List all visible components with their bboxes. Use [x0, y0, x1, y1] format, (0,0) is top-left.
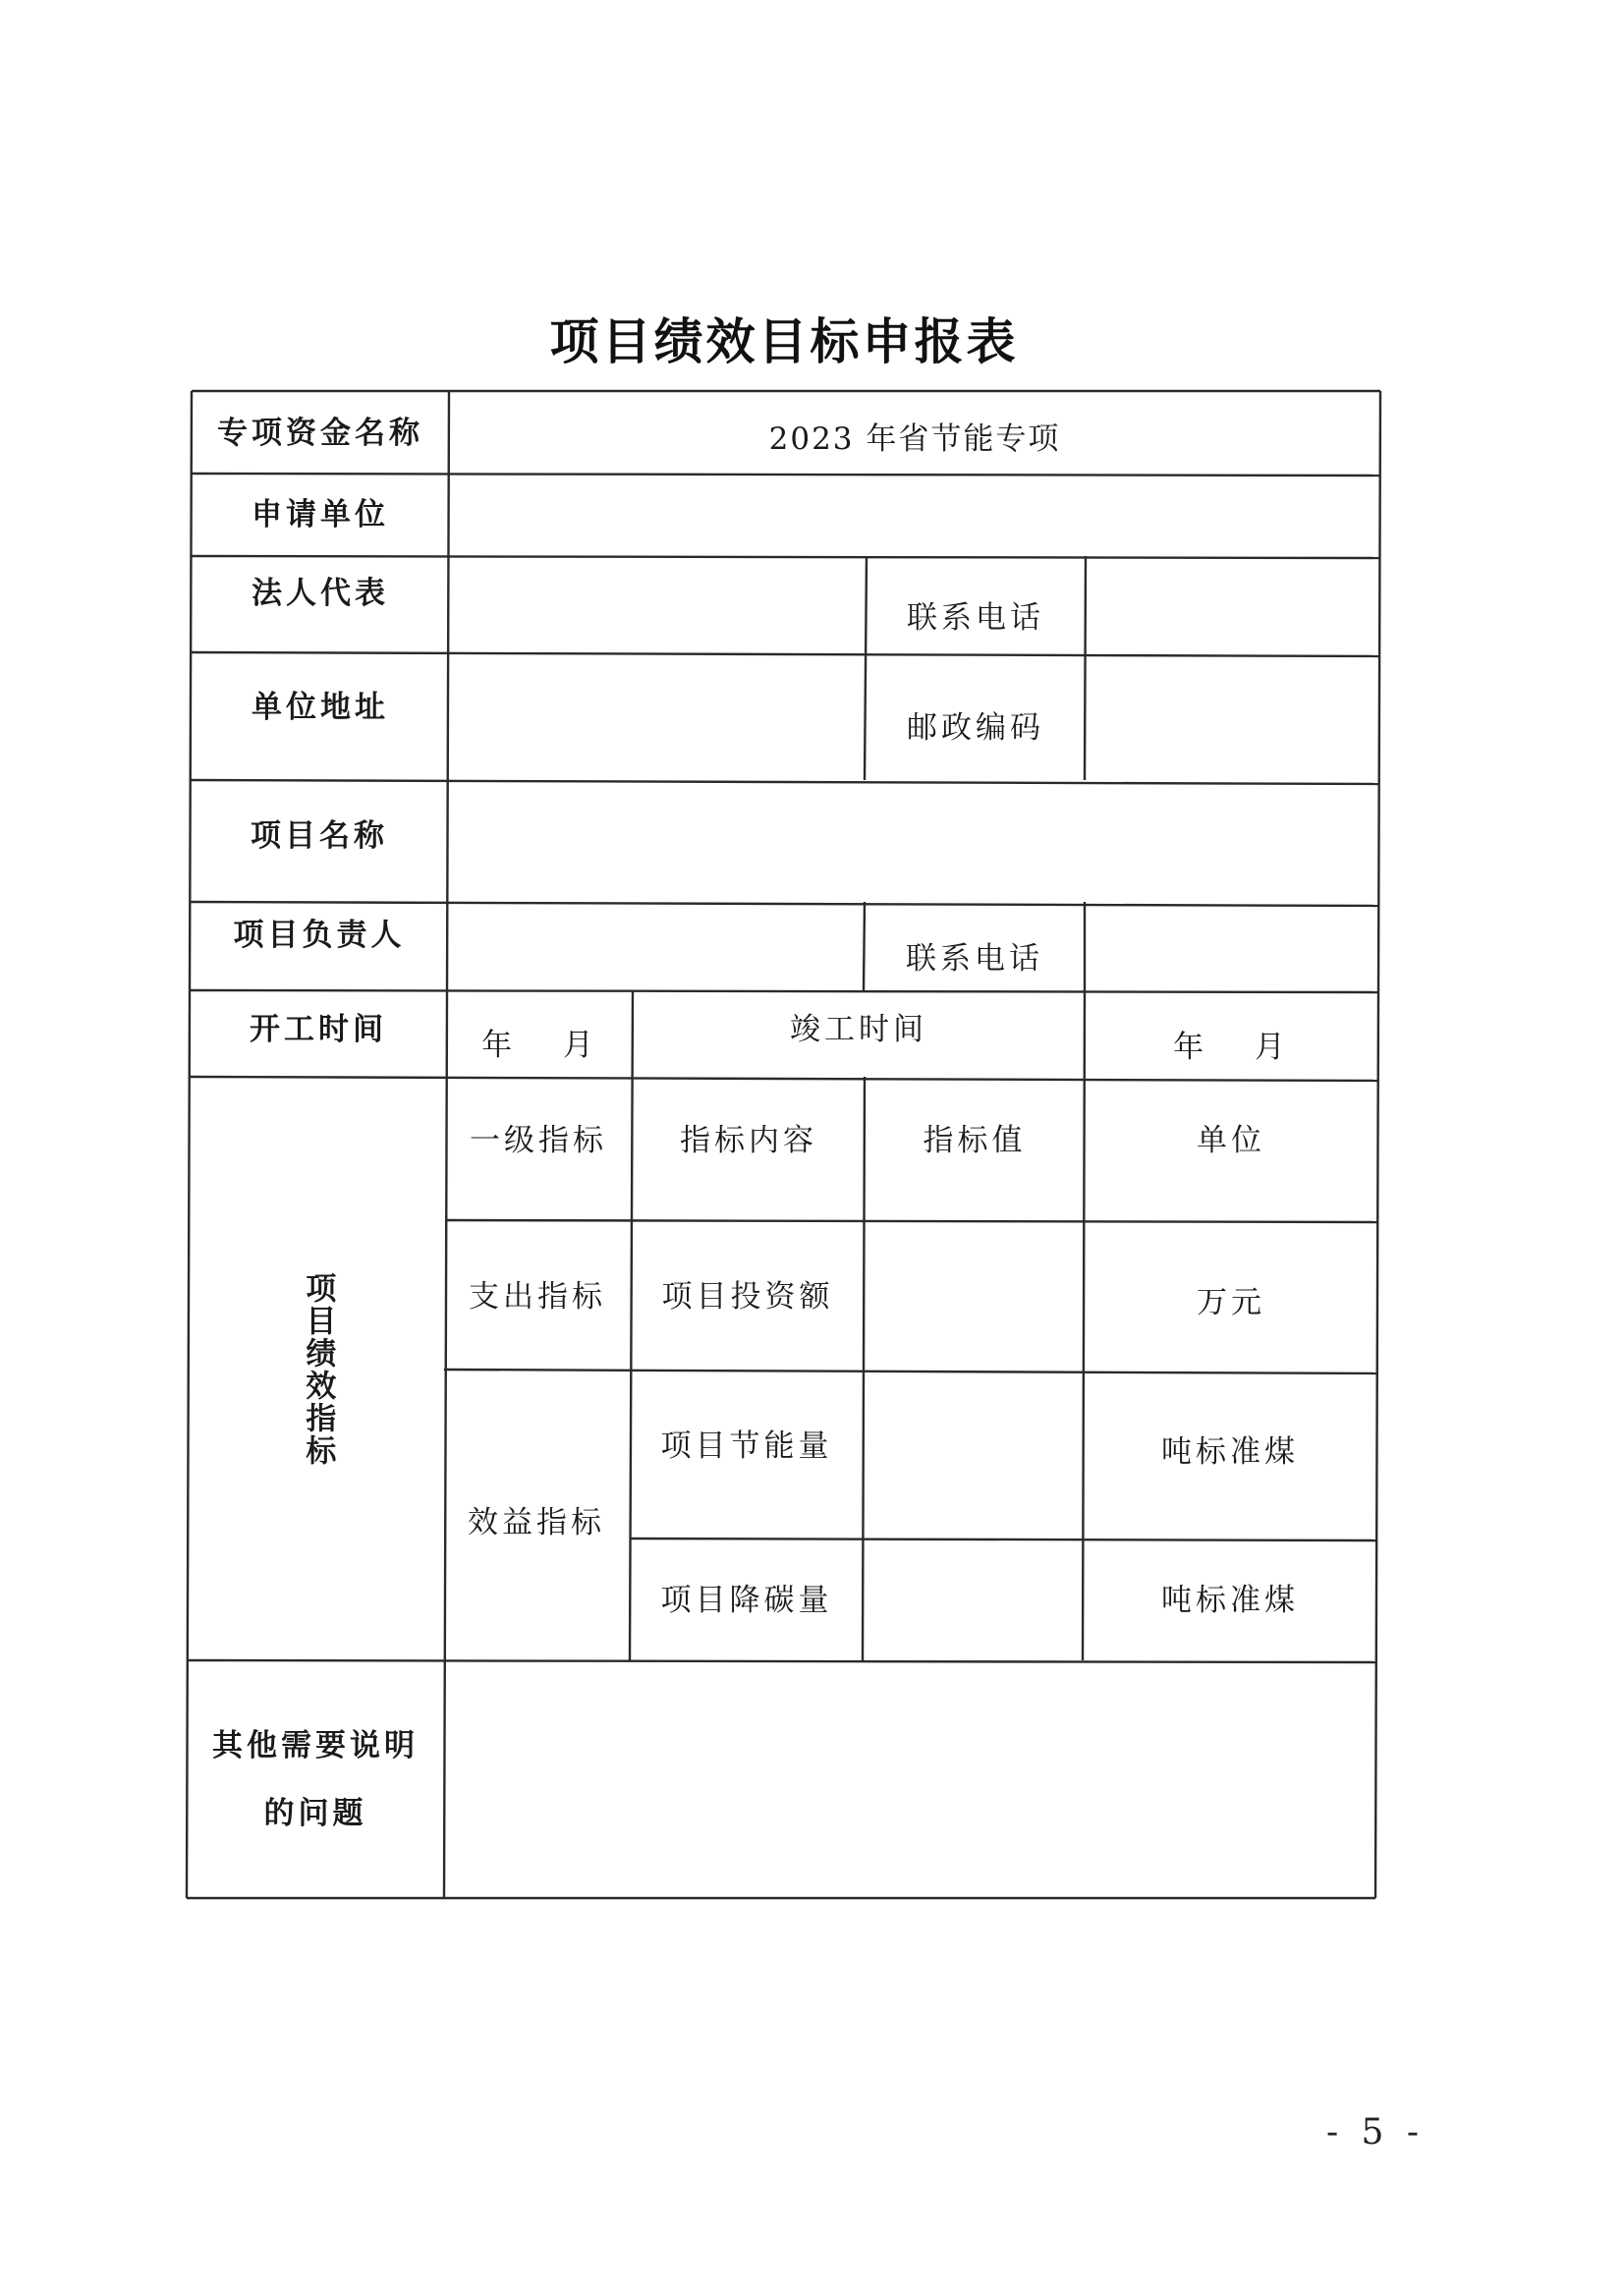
indicator-value-carbon-reduction[interactable] — [864, 1540, 1082, 1660]
other-notes-field[interactable] — [445, 1662, 1375, 1898]
other-notes-label-line2: 的问题 — [263, 1796, 367, 1831]
fund-name-label: 专项资金名称 — [217, 415, 423, 451]
legal-rep-field[interactable] — [449, 556, 866, 652]
project-leader-label: 项目负责人 — [233, 918, 406, 954]
indicator-value-investment[interactable] — [865, 1222, 1083, 1371]
postal-code-field[interactable] — [1086, 654, 1378, 782]
indicator-level1-benefit: 效益指标 — [468, 1504, 605, 1540]
project-name-label: 项目名称 — [251, 817, 388, 854]
page-number: - 5 - — [1325, 2112, 1426, 2153]
completion-time-value[interactable]: 年 月 — [1173, 1029, 1289, 1065]
postal-code-label: 邮政编码 — [907, 709, 1044, 746]
indicator-unit-investment: 万元 — [1197, 1284, 1265, 1320]
completion-time-label: 竣工时间 — [790, 1011, 927, 1047]
project-leader-field[interactable] — [448, 904, 865, 991]
address-field[interactable] — [449, 654, 866, 782]
indicator-unit-carbon-reduction: 吨标准煤 — [1161, 1582, 1299, 1618]
other-notes-label-line1: 其他需要说明 — [212, 1728, 419, 1764]
document-title: 项目绩效目标申报表 — [549, 313, 1019, 370]
start-time-label: 开工时间 — [250, 1011, 387, 1047]
performance-indicators-label — [191, 1079, 444, 1660]
contact-phone-field[interactable] — [1086, 556, 1378, 652]
indicator-content-investment: 项目投资额 — [661, 1278, 834, 1315]
address-label: 单位地址 — [252, 689, 389, 725]
other-notes-label — [189, 1662, 442, 1898]
project-name-field[interactable] — [449, 782, 1378, 904]
contact-phone-field-2[interactable] — [1086, 904, 1378, 991]
indicator-level1-expenditure: 支出指标 — [469, 1278, 606, 1315]
legal-rep-label: 法人代表 — [252, 575, 389, 611]
header-level1: 一级指标 — [470, 1122, 607, 1158]
indicator-content-energy-saving: 项目节能量 — [660, 1427, 833, 1464]
header-value: 指标值 — [923, 1122, 1027, 1158]
fund-name-value[interactable]: 2023 年省节能专项 — [768, 420, 1061, 457]
applicant-label: 申请单位 — [252, 497, 389, 533]
header-unit: 单位 — [1197, 1122, 1265, 1158]
contact-phone-label: 联系电话 — [907, 599, 1044, 636]
contact-phone-label-2: 联系电话 — [906, 941, 1043, 978]
indicator-value-energy-saving[interactable] — [864, 1373, 1082, 1539]
applicant-field[interactable] — [449, 475, 1380, 556]
start-time-value[interactable]: 年 月 — [481, 1027, 597, 1063]
performance-indicators-text: 项目绩效指标 — [300, 1272, 336, 1467]
indicator-content-carbon-reduction: 项目降碳量 — [660, 1582, 833, 1618]
header-content: 指标内容 — [680, 1122, 817, 1158]
indicator-unit-energy-saving: 吨标准煤 — [1161, 1433, 1299, 1470]
